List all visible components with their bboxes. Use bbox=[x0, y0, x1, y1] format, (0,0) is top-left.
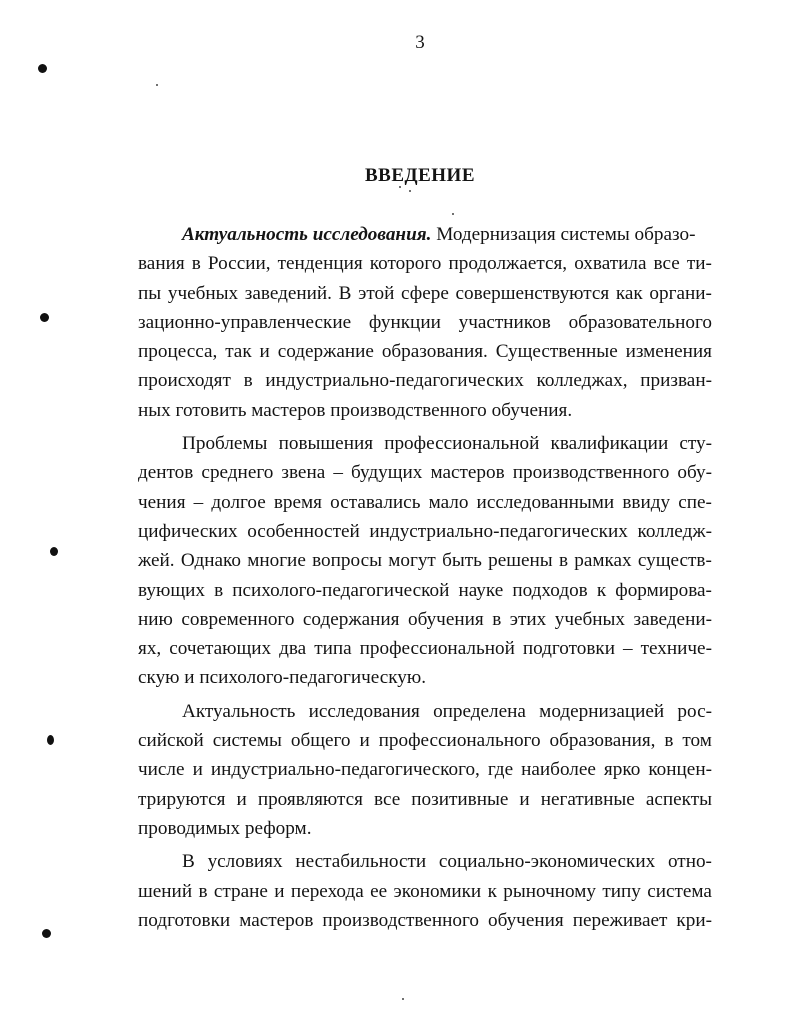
word: – bbox=[333, 462, 343, 484]
word: образовательного bbox=[568, 311, 712, 333]
text-line bbox=[138, 279, 712, 308]
text-line bbox=[138, 220, 712, 249]
word: ее bbox=[370, 880, 388, 902]
text-line bbox=[138, 605, 712, 634]
scan-speck bbox=[399, 186, 401, 188]
word: обу- bbox=[677, 462, 712, 484]
word: призван- bbox=[640, 370, 712, 392]
text-line: скую и психолого-педагогическую. bbox=[138, 667, 427, 689]
word: этих bbox=[509, 608, 547, 630]
word: в bbox=[492, 608, 502, 630]
word: общего bbox=[290, 730, 351, 752]
word: к bbox=[596, 579, 607, 601]
binding-hole-mark bbox=[42, 929, 51, 938]
word: как bbox=[615, 282, 643, 304]
word: учебных bbox=[167, 282, 239, 304]
word: которого bbox=[369, 253, 442, 275]
word: решены bbox=[488, 550, 553, 572]
text-line bbox=[138, 337, 712, 366]
word: два bbox=[279, 638, 307, 660]
text-line bbox=[138, 785, 712, 814]
word: В bbox=[338, 282, 352, 304]
word: экономики bbox=[393, 880, 482, 902]
word: вующих bbox=[138, 579, 205, 601]
word: охватила bbox=[574, 253, 647, 275]
text-line bbox=[138, 877, 712, 906]
word: образования, bbox=[549, 730, 656, 752]
word: повышения bbox=[278, 433, 374, 455]
word: в bbox=[243, 370, 253, 392]
word: рос- bbox=[677, 700, 712, 722]
word: процесса, bbox=[138, 341, 218, 363]
word: техниче- bbox=[640, 638, 712, 660]
word: участников bbox=[458, 311, 551, 333]
line-text: Модернизация системы образо- bbox=[436, 224, 696, 245]
word: содержания bbox=[302, 608, 400, 630]
word: и bbox=[192, 759, 203, 781]
word: и bbox=[236, 788, 247, 810]
word: и bbox=[274, 880, 285, 902]
word: индустриально-педагогического, bbox=[210, 759, 480, 781]
word: аспекты bbox=[645, 788, 712, 810]
word: многие bbox=[247, 550, 306, 572]
word: зационно-управленческие bbox=[138, 311, 352, 333]
word: быть bbox=[442, 550, 482, 572]
word: типу bbox=[602, 880, 641, 902]
word: рамках bbox=[574, 550, 632, 572]
word: в bbox=[664, 730, 674, 752]
word: шений bbox=[138, 880, 193, 902]
word: дентов bbox=[138, 462, 194, 484]
word: сочетающих bbox=[169, 638, 272, 660]
word: органи- bbox=[649, 282, 712, 304]
word: – bbox=[193, 491, 204, 513]
text-line bbox=[138, 755, 712, 784]
word: цифических bbox=[138, 520, 238, 542]
word: мало bbox=[428, 491, 469, 513]
text-line bbox=[138, 576, 712, 605]
word: заведений. bbox=[244, 282, 332, 304]
word: где bbox=[487, 759, 514, 781]
word: оставались bbox=[330, 491, 421, 513]
word: содержание bbox=[277, 341, 374, 363]
word: позитивные bbox=[411, 788, 509, 810]
word: отно- bbox=[667, 851, 712, 873]
word: типа bbox=[314, 638, 352, 660]
word: к bbox=[487, 880, 497, 902]
word: Актуальность bbox=[182, 700, 296, 722]
word: так bbox=[225, 341, 252, 363]
word: обучения bbox=[487, 909, 564, 931]
word: индустриально-педагогических bbox=[369, 520, 628, 542]
word: Существенные bbox=[495, 341, 618, 363]
lead-term: Актуальность исследования. bbox=[182, 224, 432, 245]
word: колледж- bbox=[637, 520, 712, 542]
word: проявляются bbox=[257, 788, 363, 810]
text-line bbox=[138, 726, 712, 755]
word: мастеров bbox=[430, 462, 505, 484]
word: все bbox=[374, 788, 401, 810]
word: продолжается, bbox=[448, 253, 568, 275]
word: трируются bbox=[138, 788, 226, 810]
word: системы bbox=[212, 730, 282, 752]
word: пы bbox=[138, 282, 162, 304]
scan-speck bbox=[452, 213, 454, 215]
binding-hole-mark bbox=[47, 735, 54, 745]
word: образования. bbox=[381, 341, 488, 363]
word: в bbox=[214, 579, 224, 601]
word: подготовки bbox=[522, 638, 616, 660]
word: ярко bbox=[603, 759, 641, 781]
word: в bbox=[191, 253, 201, 275]
word: сфере bbox=[401, 282, 449, 304]
word: особенностей bbox=[247, 520, 360, 542]
text-line bbox=[138, 308, 712, 337]
word: Однако bbox=[180, 550, 241, 572]
word: жей. bbox=[138, 550, 175, 572]
word: вания bbox=[138, 253, 185, 275]
word: числе bbox=[138, 759, 185, 781]
word: будущих bbox=[350, 462, 423, 484]
word: обучения bbox=[407, 608, 484, 630]
word: нестабильности bbox=[295, 851, 427, 873]
word: определена bbox=[433, 700, 526, 722]
word: формирова- bbox=[615, 579, 712, 601]
paragraph-3 bbox=[138, 697, 712, 843]
word: ях, bbox=[138, 638, 162, 660]
word: модернизацией bbox=[539, 700, 665, 722]
word: профессиональной bbox=[359, 638, 515, 660]
word: могут bbox=[388, 550, 436, 572]
word: профессионального bbox=[378, 730, 541, 752]
word: ти- bbox=[686, 253, 712, 275]
word: долгое bbox=[211, 491, 266, 513]
word: все bbox=[653, 253, 680, 275]
word: звена bbox=[281, 462, 326, 484]
text-line: ных готовить мастеров производственного обучения. bbox=[138, 399, 573, 421]
word: переживает bbox=[572, 909, 668, 931]
word: рыночному bbox=[503, 880, 596, 902]
word: подготовки bbox=[138, 909, 231, 931]
word: существ- bbox=[637, 550, 712, 572]
text-line bbox=[138, 366, 712, 395]
word: негативные bbox=[540, 788, 635, 810]
paragraph-lead bbox=[182, 220, 695, 249]
scan-speck bbox=[409, 190, 411, 192]
word: стране bbox=[213, 880, 268, 902]
word: и bbox=[519, 788, 530, 810]
word: науке bbox=[458, 579, 504, 601]
text-line bbox=[138, 634, 712, 663]
word: современного bbox=[181, 608, 295, 630]
word: и bbox=[359, 730, 370, 752]
word: условиях bbox=[207, 851, 283, 873]
word: ввиду bbox=[622, 491, 671, 513]
paragraph-4 bbox=[138, 847, 712, 935]
word: в bbox=[198, 880, 208, 902]
word: индустриально-педагогических bbox=[265, 370, 524, 392]
text-line bbox=[138, 429, 712, 458]
binding-hole-mark bbox=[50, 547, 58, 556]
word: производственного bbox=[512, 462, 670, 484]
text-line bbox=[138, 249, 712, 278]
word: среднего bbox=[201, 462, 274, 484]
page-number: 3 bbox=[415, 32, 425, 53]
text-line bbox=[138, 546, 712, 575]
word: профессиональной bbox=[384, 433, 540, 455]
word: в bbox=[558, 550, 568, 572]
word: Проблемы bbox=[182, 433, 268, 455]
scan-speck bbox=[156, 84, 158, 86]
body-text bbox=[138, 220, 712, 935]
word: России, bbox=[207, 253, 271, 275]
text-line bbox=[138, 906, 712, 935]
word: и bbox=[259, 341, 270, 363]
word: мастеров bbox=[239, 909, 314, 931]
text-line bbox=[138, 697, 712, 726]
word: подходов bbox=[512, 579, 588, 601]
binding-hole-mark bbox=[40, 313, 49, 322]
word: нию bbox=[138, 608, 173, 630]
paragraph-1 bbox=[138, 220, 712, 425]
word: колледжах, bbox=[536, 370, 628, 392]
word: изменения bbox=[625, 341, 712, 363]
word: социально-экономических bbox=[438, 851, 656, 873]
word: время bbox=[273, 491, 323, 513]
paragraph-2 bbox=[138, 429, 712, 693]
word: производственного bbox=[322, 909, 479, 931]
word: том bbox=[682, 730, 712, 752]
word: функции bbox=[368, 311, 441, 333]
word: чения bbox=[138, 491, 186, 513]
word: квалификации bbox=[550, 433, 669, 455]
word: сту- bbox=[679, 433, 712, 455]
word: наиболее bbox=[521, 759, 596, 781]
text-line bbox=[138, 847, 712, 876]
text-line bbox=[138, 488, 712, 517]
word: учебных bbox=[554, 608, 625, 630]
word: заведени- bbox=[633, 608, 712, 630]
word: перехода bbox=[290, 880, 364, 902]
word: исследования bbox=[308, 700, 420, 722]
text-line bbox=[138, 458, 712, 487]
word: совершенствуются bbox=[455, 282, 610, 304]
word: исследованными bbox=[476, 491, 615, 513]
word: психолого-педагогической bbox=[232, 579, 450, 601]
word: тенденция bbox=[277, 253, 363, 275]
binding-hole-mark bbox=[38, 64, 47, 73]
word: В bbox=[182, 851, 195, 873]
word: происходят bbox=[138, 370, 231, 392]
word: кри- bbox=[676, 909, 712, 931]
word: система bbox=[647, 880, 712, 902]
word: спе- bbox=[678, 491, 712, 513]
word: сийской bbox=[138, 730, 204, 752]
word: концен- bbox=[648, 759, 712, 781]
text-line: проводимых реформ. bbox=[138, 817, 312, 839]
section-heading: ВВЕДЕНИЕ bbox=[365, 165, 475, 186]
word: вопросы bbox=[312, 550, 382, 572]
word: этой bbox=[358, 282, 395, 304]
word: – bbox=[623, 638, 633, 660]
text-line bbox=[138, 517, 712, 546]
scan-speck bbox=[402, 998, 404, 1000]
